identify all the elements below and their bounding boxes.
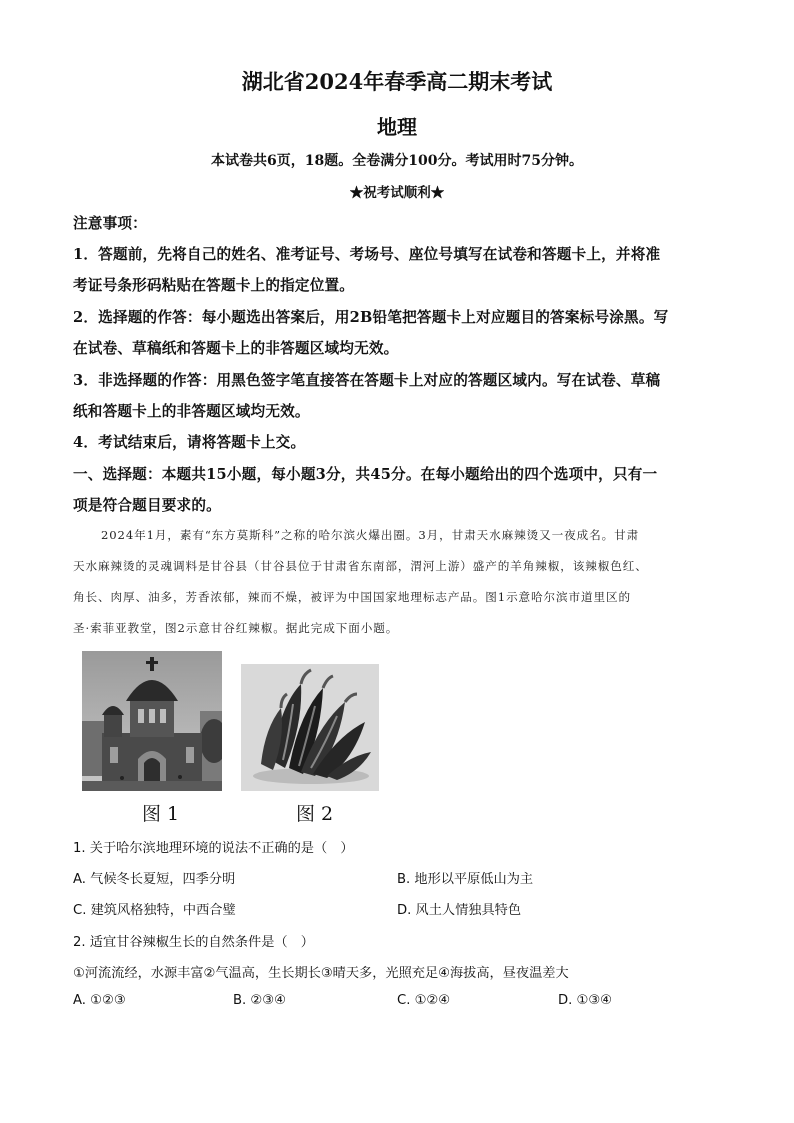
passage-line-3: 角长、肉厚、油多，芳香浓郁，辣而不燥，被评为中国国家地理标志产品。图1示意哈尔滨市道里区的 (73, 590, 632, 604)
figure-1-cathedral-image (82, 651, 222, 791)
note-line-6: 纸和答题卡上的非答题区域均无效。 (73, 403, 310, 420)
question-2-option-b[interactable]: B. ②③④ (233, 993, 286, 1008)
question-1-option-c[interactable]: C. 建筑风格独特，中西合璧 (73, 903, 236, 918)
passage-line-4: 圣·索菲亚教堂，图2示意甘谷红辣椒。据此完成下面小题。 (73, 621, 399, 635)
section-heading-line-1: 一、选择题：本题共15小题，每小题3分，共45分。在每小题给出的四个选项中，只有一 (73, 466, 658, 483)
figure-1-caption: 图 1 (142, 803, 180, 825)
note-line-5: 3．非选择题的作答：用黑色签字笔直接答在答题卡上对应的答题区域内。写在试卷、草稿 (73, 372, 661, 389)
passage-line-2: 天水麻辣烫的灵魂调料是甘谷县（甘谷县位于甘肃省东南部，渭河上游）盛产的羊角辣椒，该辣椒色红、 (73, 559, 648, 573)
subject-title: 地理 (377, 115, 417, 139)
question-1-option-a[interactable]: A. 气候冬长夏短，四季分明 (73, 872, 236, 887)
exam-title: 湖北省2024年春季高二期末考试 (241, 69, 553, 94)
passage-line-1: 2024年1月，素有“东方莫斯科”之称的哈尔滨火爆出圈。3月，甘肃天水麻辣烫又一夜成名。甘肃 (101, 528, 640, 542)
question-1-option-b[interactable]: B. 地形以平原低山为主 (397, 872, 534, 887)
exam-info: 本试卷共6页，18题。全卷满分100分。考试用时75分钟。 (211, 153, 583, 169)
figure-2-caption: 图 2 (296, 803, 334, 825)
question-2-stem: 2. 适宜甘谷辣椒生长的自然条件是（ ） (73, 935, 314, 950)
question-2-option-d[interactable]: D. ①③④ (558, 993, 613, 1008)
question-2-option-c[interactable]: C. ①②④ (397, 993, 451, 1008)
figure-2-chili-image (241, 664, 379, 791)
notes-heading: 注意事项： (73, 215, 147, 232)
question-1-option-d[interactable]: D. 风土人情独具特色 (397, 903, 522, 918)
note-line-1: 1．答题前，先将自己的姓名、准考证号、考场号、座位号填写在试卷和答题卡上，并将准 (73, 246, 661, 263)
good-luck-line: ★祝考试顺利★ (349, 185, 445, 201)
note-line-3: 2．选择题的作答：每小题选出答案后，用2B铅笔把答题卡上对应题目的答案标号涂黑。写 (73, 309, 669, 326)
note-line-4: 在试卷、草稿纸和答题卡上的非答题区域均无效。 (73, 340, 399, 357)
question-1-stem: 1. 关于哈尔滨地理环境的说法不正确的是（ ） (73, 841, 354, 856)
section-heading-line-2: 项是符合题目要求的。 (73, 497, 221, 514)
note-line-2: 考证号条形码粘贴在答题卡上的指定位置。 (73, 277, 355, 294)
question-2-option-a[interactable]: A. ①②③ (73, 993, 126, 1008)
note-line-7: 4．考试结束后，请将答题卡上交。 (73, 434, 306, 451)
question-2-items: ①河流流经，水源丰富②气温高，生长期长③晴天多，光照充足④海拔高，昼夜温差大 (73, 966, 569, 981)
